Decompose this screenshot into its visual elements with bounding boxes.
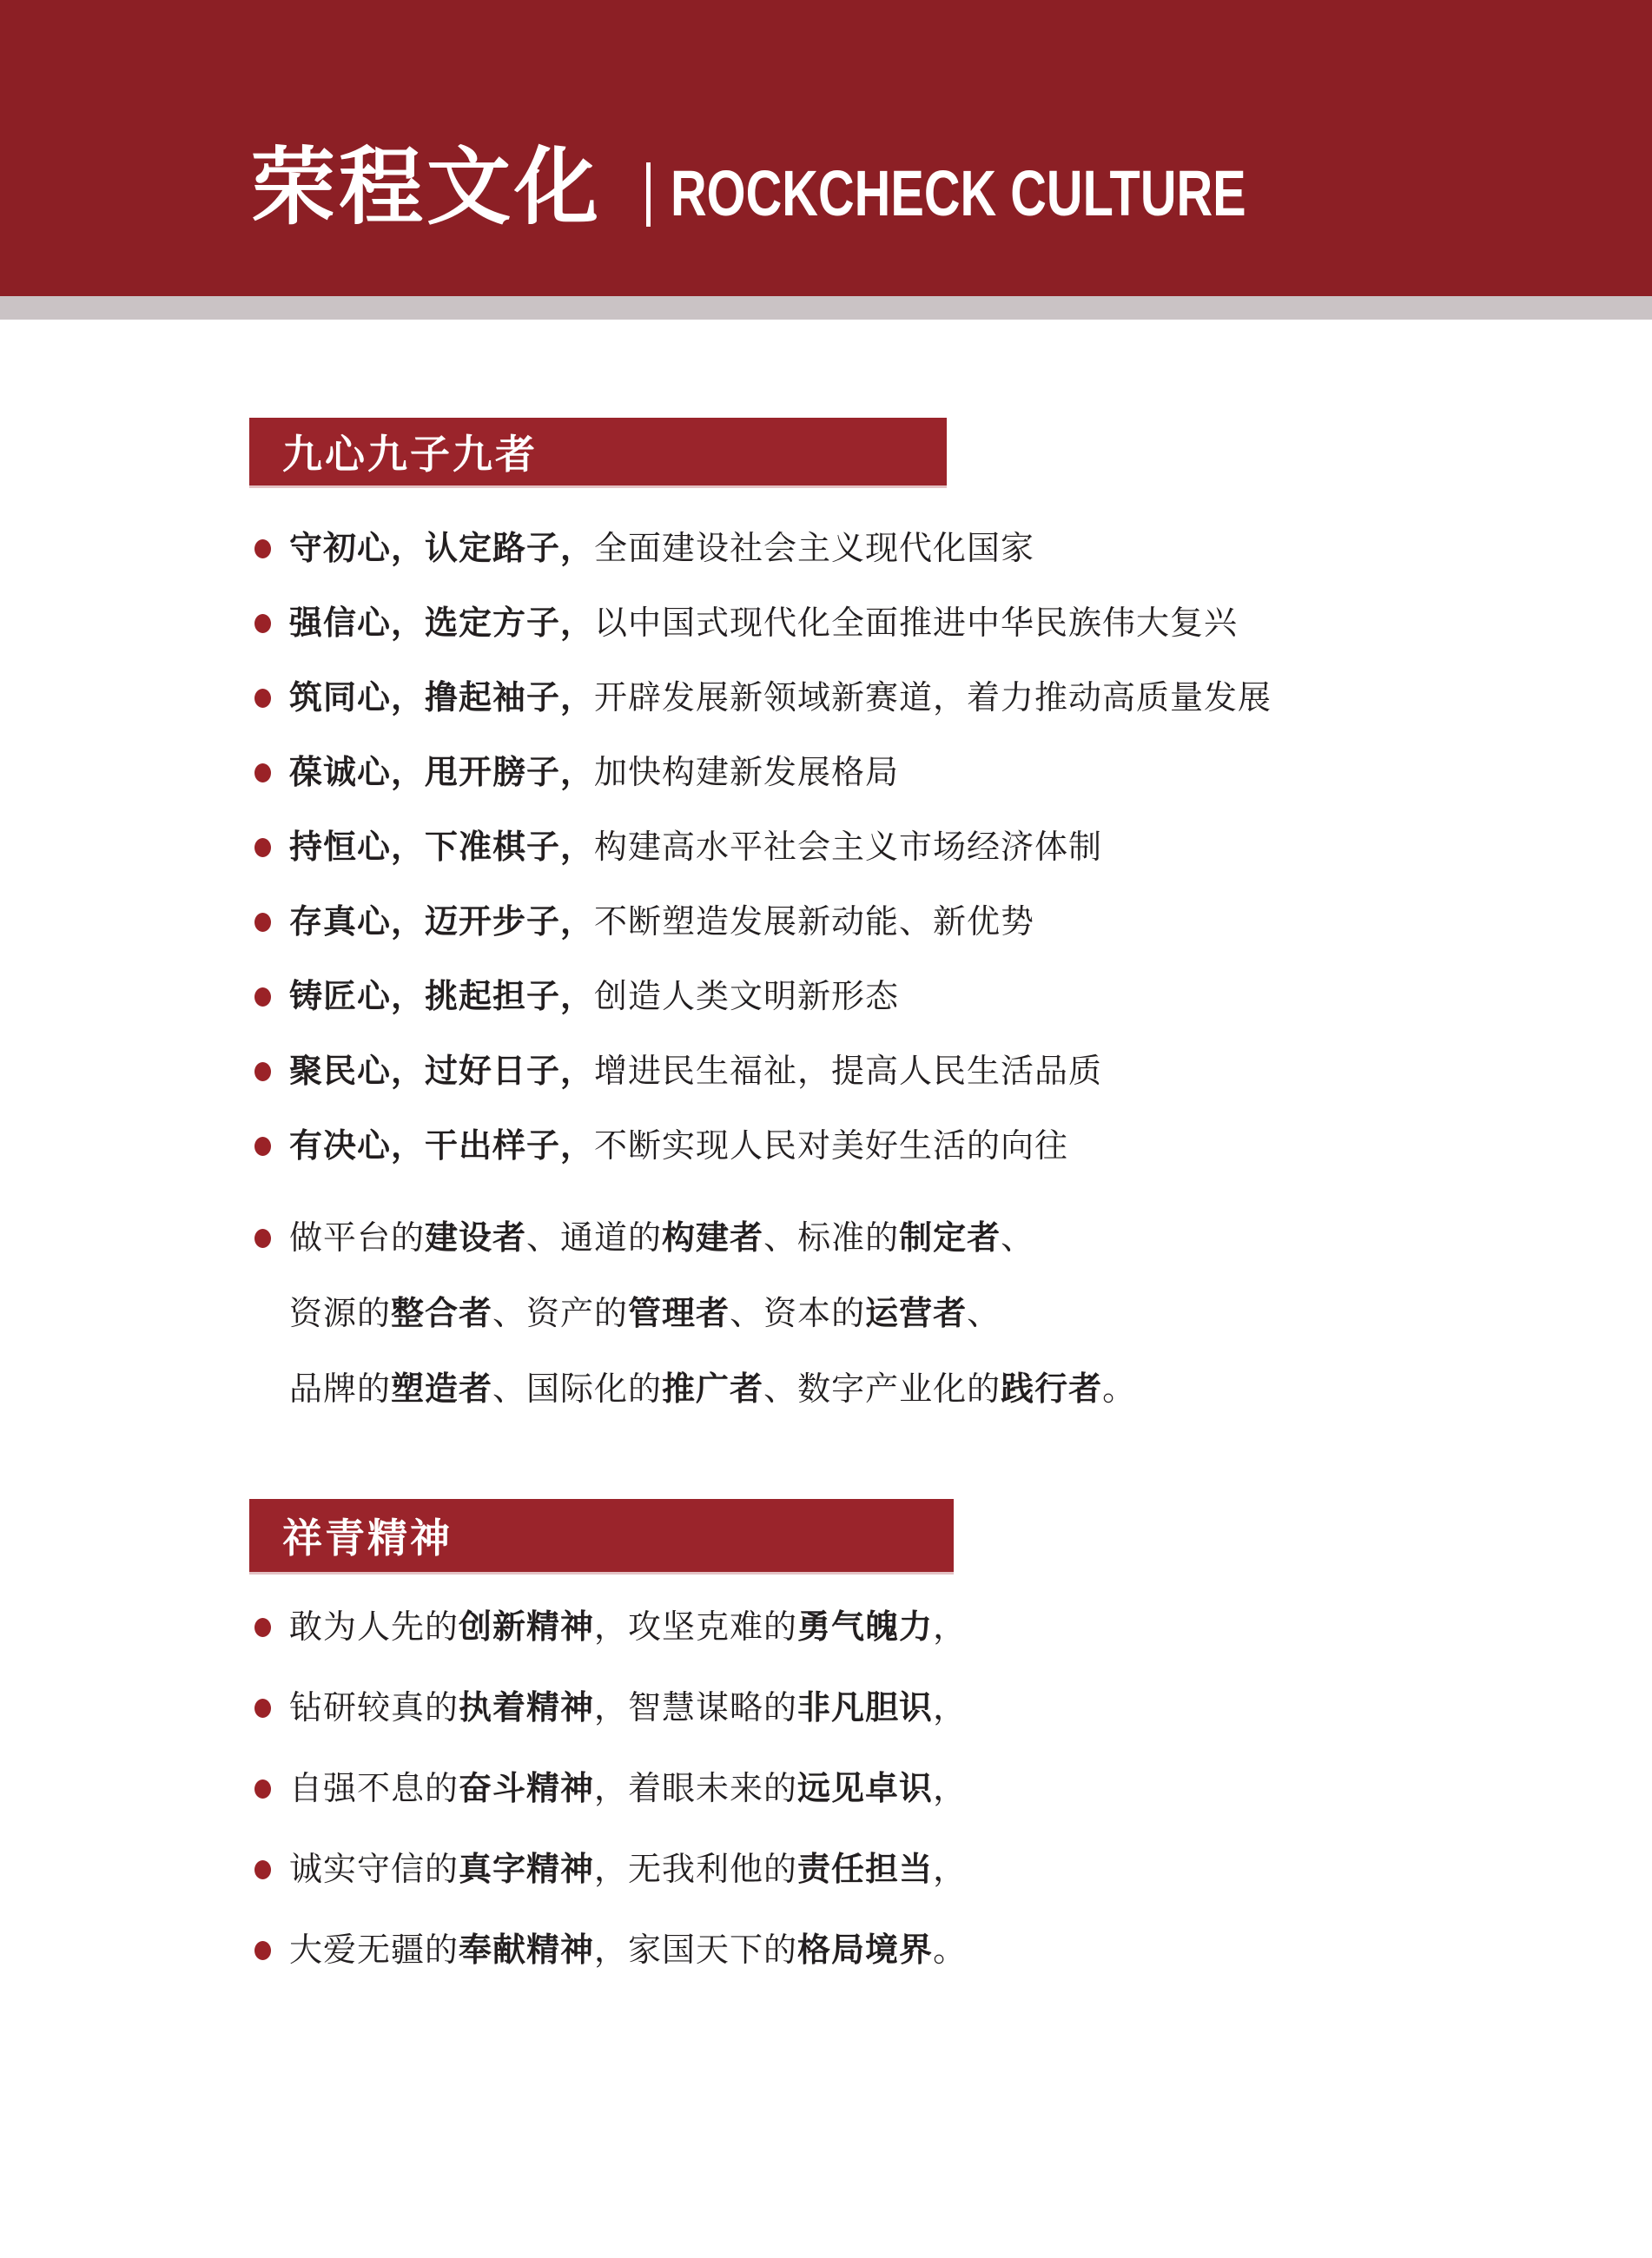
bullet-icon (254, 1860, 271, 1879)
bullet-icon (254, 763, 271, 782)
bullet-icon (254, 539, 271, 558)
title-divider (646, 162, 651, 227)
list-item (254, 1351, 1136, 1427)
bullet-icon (254, 1618, 271, 1637)
bullet-icon (254, 1941, 271, 1960)
bullet-icon (254, 1062, 271, 1081)
bullet-icon (254, 1779, 271, 1799)
bullet-icon (254, 1699, 271, 1718)
list-item-text: 守初心，认定路子，全面建设社会主义现代化国家 (289, 531, 1035, 567)
list-item-text: 葆诚心，甩开膀子，加快构建新发展格局 (289, 755, 900, 791)
header-accent-strip (0, 296, 1652, 320)
xiangqing-list (254, 1587, 967, 1991)
list-item-text: 存真心，迈开步子，不断塑造发展新动能、新优势 (289, 904, 1035, 941)
list-item-text: 铸匠心，挑起担子，创造人类文明新形态 (289, 979, 900, 1015)
list-item (254, 1276, 1136, 1351)
list-item (254, 1748, 967, 1829)
header-banner (0, 0, 1652, 296)
page-title-english: ROCKCHECK CULTURE (671, 157, 1246, 229)
bullet-icon (254, 913, 271, 932)
list-item-text: 品牌的塑造者、国际化的推广者、数字产业化的践行者。 (289, 1370, 1137, 1408)
list-item (254, 960, 1272, 1034)
bullet-icon (254, 689, 271, 708)
section-heading-jiuxin: 九心九子九者 (249, 418, 947, 485)
list-item (254, 1034, 1272, 1109)
bullet-icon (254, 838, 271, 857)
list-item-text: 聚民心，过好日子，增进民生福祉，提高人民生活品质 (289, 1053, 1103, 1090)
list-item-text: 资源的整合者、资产的管理者、资本的运营者、 (289, 1295, 1001, 1332)
list-item (254, 1667, 967, 1748)
page-title-chinese: 荣程文化 (251, 140, 602, 234)
list-item-text: 钻研较真的执着精神，智慧谋略的非凡胆识， (289, 1689, 968, 1727)
bullet-icon (254, 1137, 271, 1156)
list-item (254, 1910, 967, 1991)
list-item-text: 自强不息的奋斗精神，着眼未来的远见卓识， (289, 1770, 968, 1807)
list-item (254, 512, 1272, 586)
list-item (254, 1829, 967, 1910)
list-item (254, 1200, 1136, 1276)
bullet-icon (254, 1229, 271, 1248)
list-item-text: 筑同心，撸起袖子，开辟发展新领域新赛道，着力推动高质量发展 (289, 680, 1272, 716)
list-item-text: 大爱无疆的奉献精神，家国天下的格局境界。 (289, 1931, 968, 1969)
list-item-text: 敢为人先的创新精神，攻坚克难的勇气魄力， (289, 1608, 968, 1646)
list-item-text: 有决心，干出样子，不断实现人民对美好生活的向往 (289, 1128, 1069, 1165)
section-heading-xiangqing: 祥青精神 (249, 1499, 954, 1572)
jiuzhe-paragraph (254, 1200, 1136, 1427)
list-item-text: 诚实守信的真字精神，无我利他的责任担当， (289, 1851, 968, 1888)
list-item (254, 885, 1272, 960)
list-item-text: 持恒心，下准棋子，构建高水平社会主义市场经济体制 (289, 829, 1103, 866)
list-item (254, 810, 1272, 885)
list-item (254, 1587, 967, 1667)
list-item (254, 1109, 1272, 1184)
list-item (254, 586, 1272, 661)
jiuxin-list (254, 512, 1272, 1184)
bullet-icon (254, 614, 271, 633)
list-item (254, 661, 1272, 736)
list-item-text: 做平台的建设者、通道的构建者、标准的制定者、 (289, 1219, 1035, 1257)
list-item (254, 736, 1272, 810)
bullet-icon (254, 987, 271, 1007)
list-item-text: 强信心，选定方子，以中国式现代化全面推进中华民族伟大复兴 (289, 605, 1239, 642)
